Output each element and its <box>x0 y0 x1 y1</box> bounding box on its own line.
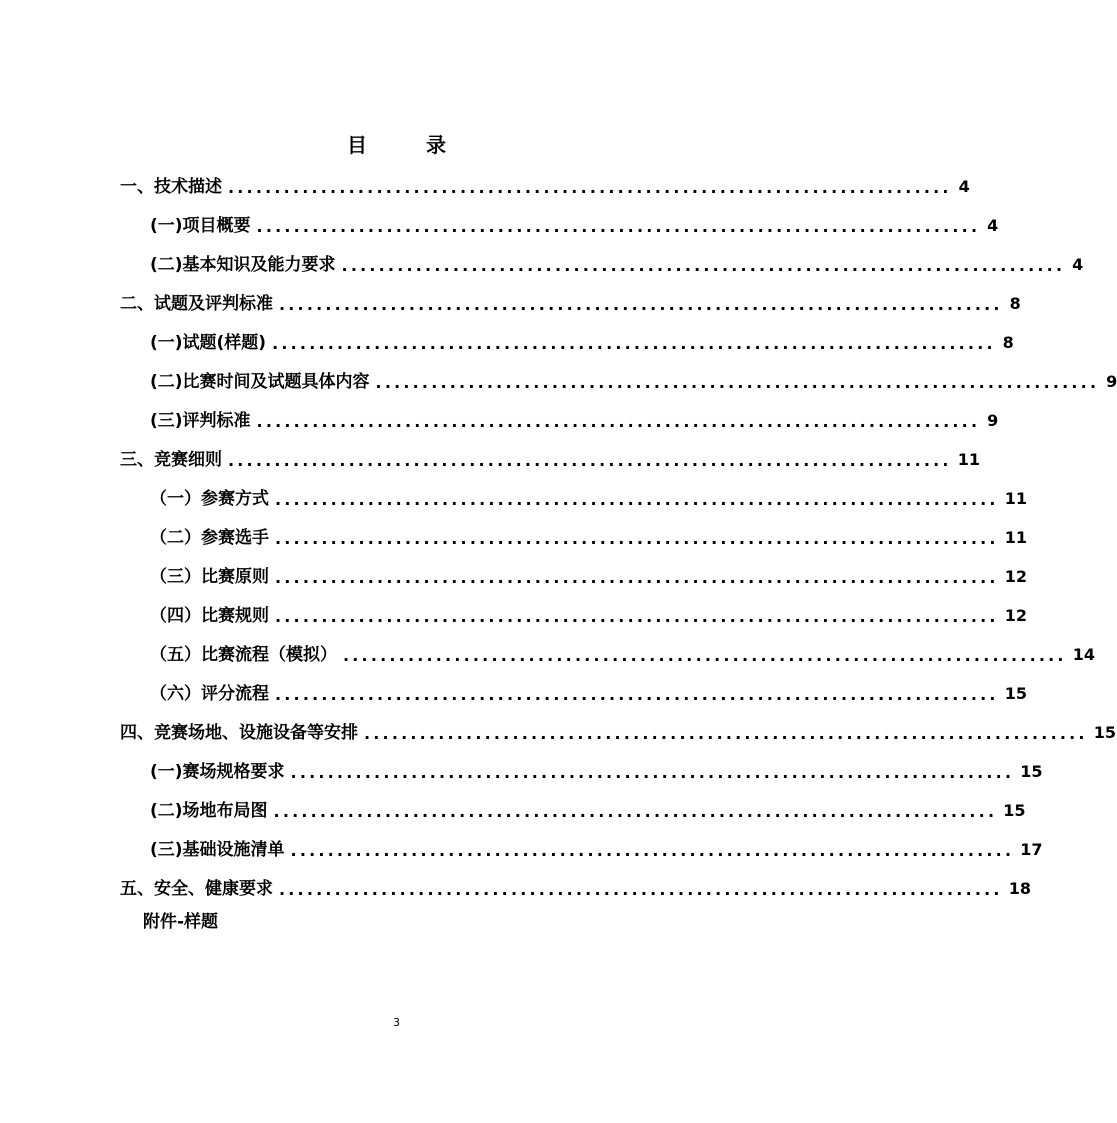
toc-leader-dots: .............................................................................. <box>275 685 999 704</box>
toc-entry-label: （五）比赛流程（模拟） <box>150 645 337 665</box>
toc-entry-label: (二)基本知识及能力要求 <box>150 255 336 275</box>
toc-entry-time-and-content[interactable] <box>150 365 1117 393</box>
toc-leader-dots: .............................................................................. <box>228 178 952 197</box>
toc-entry-page: 18 <box>1008 879 1031 898</box>
toc-entry-page: 12 <box>1004 567 1027 586</box>
toc-leader-dots: .............................................................................. <box>272 334 996 353</box>
toc-entry-label: 五、安全、健康要求 <box>120 879 273 899</box>
toc-entry-label: (一)项目概要 <box>150 216 251 236</box>
toc-entry-page: 9 <box>1106 372 1117 391</box>
toc-leader-dots: .............................................................................. <box>273 802 998 821</box>
toc-leader-dots: .............................................................................. <box>290 763 1015 782</box>
toc-entry-sample-test[interactable] <box>150 326 1014 354</box>
toc-entry-label: （三）比赛原则 <box>150 567 269 587</box>
toc-entry-venue-arrangements[interactable] <box>120 716 1116 744</box>
toc-leader-dots: .............................................................................. <box>364 724 1088 743</box>
toc-leader-dots: .............................................................................. <box>279 295 1003 314</box>
toc-leader-dots: .............................................................................. <box>275 490 999 509</box>
toc-entry-competition-principles[interactable] <box>150 560 1027 588</box>
toc-leader-dots: .............................................................................. <box>290 841 1015 860</box>
toc-leader-dots: .............................................................................. <box>256 217 981 236</box>
toc-leader-dots: .............................................................................. <box>256 412 981 431</box>
toc-entry-venue-specs[interactable] <box>150 755 1043 783</box>
toc-entry-page: 15 <box>1004 684 1027 703</box>
toc-entry-label: 一、技术描述 <box>120 177 222 197</box>
toc-leader-dots: .............................................................................. <box>275 568 999 587</box>
toc-leader-dots: .............................................................................. <box>275 607 999 626</box>
toc-entry-label: （六）评分流程 <box>150 684 269 704</box>
toc-entry-page: 8 <box>1009 294 1021 313</box>
toc-leader-dots: .............................................................................. <box>343 646 1067 665</box>
toc-entry-label: 二、试题及评判标准 <box>120 294 273 314</box>
toc-entry-page: 15 <box>1020 762 1043 781</box>
toc-leader-dots: .............................................................................. <box>275 529 999 548</box>
toc-entry-judging-criteria[interactable] <box>150 404 999 432</box>
toc-entry-label: (二)场地布局图 <box>150 801 268 821</box>
toc-entry-label: （一）参赛方式 <box>150 489 269 509</box>
toc-leader-dots: .............................................................................. <box>341 256 1066 275</box>
toc-entry-page: 4 <box>987 216 999 235</box>
toc-entry-knowledge-requirements[interactable] <box>150 248 1084 276</box>
toc-entry-page: 11 <box>1004 528 1027 547</box>
toc-entry-page: 12 <box>1004 606 1027 625</box>
toc-entry-venue-layout[interactable] <box>150 794 1026 822</box>
toc-entry-participation-method[interactable] <box>150 482 1027 510</box>
toc-entry-page: 15 <box>1003 801 1026 820</box>
toc-entry-label: (三)评判标准 <box>150 411 251 431</box>
toc-entry-page: 4 <box>1072 255 1084 274</box>
toc-leader-dots: .............................................................................. <box>375 373 1100 392</box>
toc-entry-label: (二)比赛时间及试题具体内容 <box>150 372 370 392</box>
toc-entry-page: 8 <box>1002 333 1014 352</box>
toc-entry-safety-health[interactable] <box>120 872 1031 900</box>
toc-entry-page: 11 <box>1004 489 1027 508</box>
toc-entry-page: 15 <box>1093 723 1116 742</box>
toc-entry-competition-process[interactable] <box>150 638 1095 666</box>
toc-leader-dots: .............................................................................. <box>228 451 952 470</box>
toc-entry-project-overview[interactable] <box>150 209 999 237</box>
toc-entry-technical-description[interactable] <box>120 170 970 198</box>
toc-leader-dots: .............................................................................. <box>279 880 1003 899</box>
toc-entry-page: 14 <box>1072 645 1095 664</box>
toc-entry-label: (三)基础设施清单 <box>150 840 285 860</box>
toc-entry-label: （二）参赛选手 <box>150 528 269 548</box>
toc-entry-contestants[interactable] <box>150 521 1027 549</box>
toc-entry-infrastructure-list[interactable] <box>150 833 1043 861</box>
toc-entry-competition-rules[interactable] <box>120 443 980 471</box>
toc-entry-label: 三、竞赛细则 <box>120 450 222 470</box>
toc-entry-page: 9 <box>987 411 999 430</box>
toc-entry-page: 17 <box>1020 840 1043 859</box>
toc-entry-label: 四、竞赛场地、设施设备等安排 <box>120 723 358 743</box>
toc-entry-page: 4 <box>958 177 970 196</box>
toc-entry-label: (一)试题(样题) <box>150 333 267 353</box>
toc-entry-label: （四）比赛规则 <box>150 606 269 626</box>
toc-entry-test-and-criteria[interactable] <box>120 287 1021 315</box>
toc-entry-page: 11 <box>957 450 980 469</box>
toc-entry-scoring-process[interactable] <box>150 677 1027 705</box>
toc-title: 目 录 <box>347 133 472 157</box>
page-number: 3 <box>393 1016 400 1029</box>
toc-entry-label: (一)赛场规格要求 <box>150 762 285 782</box>
toc-appendix[interactable]: 附件-样题 <box>143 912 219 932</box>
toc-entry-regulations[interactable] <box>150 599 1027 627</box>
